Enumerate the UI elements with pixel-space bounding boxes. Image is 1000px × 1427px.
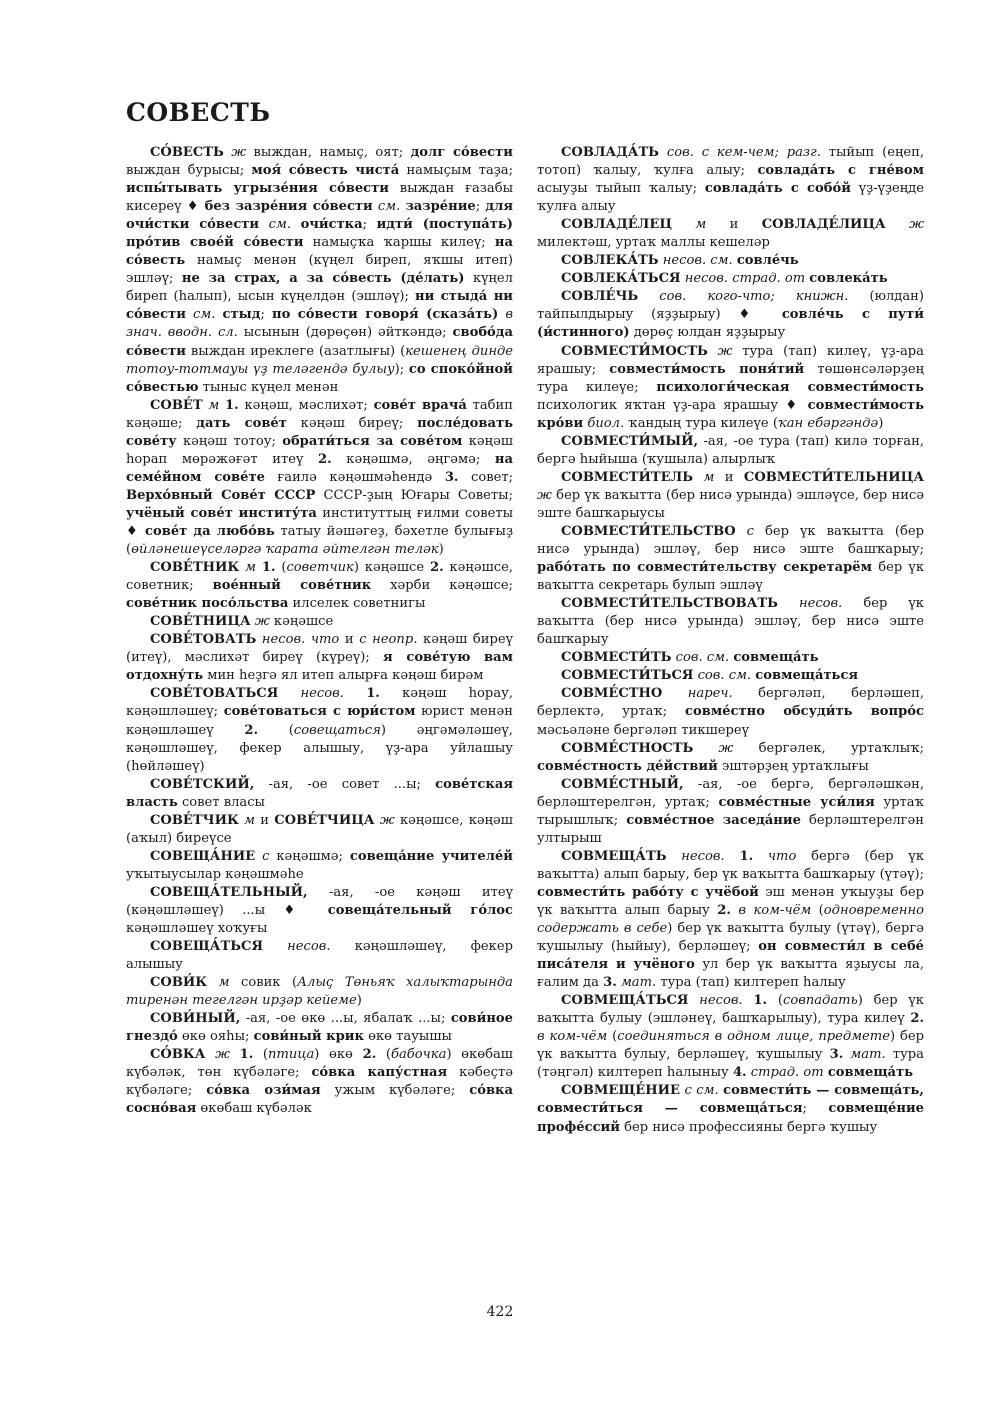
dictionary-entry: СОВЕ́ТОВАТЬ несов. что и с неопр. кәңәш биреү (итеү), мәслихәт биреү (күреү); я сове́тую вам отдохну́ть мин һеҙгә ял итеп алырға кәңәш бирәм — [126, 632, 513, 684]
dictionary-entry: СОВЛЕКА́ТЬСЯ несов. страд. от совлека́ть — [561, 271, 888, 287]
dictionary-entry: СОВЛАДА́ТЬ сов. с кем-чем; разг. тыйып (еңеп, тотоп) ҡалыу, ҡулға алыу; совлада́ть с гне́вом асыуҙы тыйып ҡалыу; совлада́ть с собо́й үҙ-үҙеңде ҡулға алыу — [537, 145, 925, 215]
dictionary-entry: СОВИ́К м совик (Алыҫ Төньяҡ халыҡтарында тиренән тегелгән ирҙәр кейеме) — [126, 975, 513, 1009]
dictionary-entry: СОВЕ́ТСКИЙ, -ая, -ое совет ...ы; сове́тская власть совет власы — [126, 776, 513, 810]
right-column — [537, 144, 924, 1137]
dictionary-entry: СОВЕ́Т м 1. кәңәш, мәслихәт; сове́т врача́ табип кәңәше; дать сове́т кәңәш биреү; после́довать сове́ту кәңәш тотоу; обрати́ться за сове́том кәңәш һорап мөрәжәғәт итеү 2. кәңәшмә, әңгәмә; на семе́йном сове́те ғаилә кәңәшмәһендә 3. совет; Верхо́вный Сове́т СССР СССР-ҙың Юғары Советы; учёный сове́т институ́та институттың ғилми советы ♦ сове́т да любо́вь татыу йәшәгеҙ, бәхетле булығыҙ (өйләнешеүселәргә ҡарата әйтелгән теләк) — [126, 397, 513, 558]
dictionary-entry: СОВЕЩА́НИЕ с кәңәшмә; совеща́ние учителе́й уҡытыусылар кәңәшмәһе — [126, 848, 514, 882]
dictionary-entry: СОВЕ́ТОВАТЬСЯ несов. 1. кәңәш һорау, кәңәшләшеү; сове́товаться с юри́стом юрист менән кәңәшләшеү 2. (совещаться) әңгәмәләшеү, кәңәшләшеү, фекер алышыу, үҙ-ара уйлашыу (һөйләшеү) — [126, 686, 513, 774]
dictionary-entry: СОВМЕСТИ́ТЕЛЬ м и СОВМЕСТИ́ТЕЛЬНИЦА ж бер үк ваҡытта (бер нисә урында) эшләүсе, бер нисә эште башҡарыусы — [537, 469, 924, 521]
dictionary-entry: СОВЛАДЕ́ЛЕЦ м и СОВЛАДЕ́ЛИЦА ж милектәш, уртаҡ маллы кешеләр — [537, 217, 924, 251]
dictionary-entry: СОВМЕ́СТНО нареч. бергәләп, берләшеп, берлектә, уртаҡ; совме́стно обсуди́ть вопро́с мәсьәләне бергәләп тикшереү — [537, 686, 924, 738]
dictionary-entry: СОВМЕСТИ́ТЬСЯ сов. см. совмеща́ться — [561, 668, 859, 684]
dictionary-entry: СОВМЕСТИ́ТЕЛЬСТВО с бер үк ваҡытта (бер нисә урында) эшләү, бер нисә эште башҡарыу; рабо́тать по совмести́тельству секретарём бер үк ваҡытта секретарь булып эшләү — [537, 523, 924, 594]
dictionary-entry: СОВМЕ́СТНОСТЬ ж бергәлек, уртаҡлыҡ; совме́стность де́йствий эштәрҙең уртаҡлығы — [537, 740, 924, 774]
dictionary-entry: СОВМЕ́СТНЫЙ, -ая, -ое бергә, бергәләшкән, берләштерелгән, уртаҡ; совме́стные уси́лия уртаҡ тырышлыҡ; совме́стное заседа́ние берләштерелгән ултырыш — [537, 776, 924, 846]
dictionary-entry: СОВМЕЩЕ́НИЕ с см. совмести́ть — совмеща́ть, совмести́ться — совмеща́ться; совмеще́ние профе́ссий бер нисә профессияны бергә ҡушыу — [537, 1083, 924, 1135]
dictionary-entry: СОВМЕСТИ́ТЬ сов. см. совмеща́ть — [561, 650, 819, 666]
dictionary-entry: СО́ВЕСТЬ ж выждан, намыҫ, оят; долг со́вести выждан бурысы; моя́ со́весть чиста́ намыҫым таҙа; испы́тывать угрызе́ния со́вести выждан ғазабы кисереү ♦ без зазре́ния со́вести см. зазре́ние; для очи́стки со́вести см. очи́стка; идти́ (поступа́ть) про́тив свое́й со́вести намыҫҡа ҡаршы килеү; на со́весть намыҫ менән (күңел биреп, яҡшы итеп) эшләү; не за страх, а за со́весть (де́лать) күңел биреп (һалып), ысын күңелдән (эшләү); ни стыда́ ни со́вести см. стыд; по со́вести говоря́ (сказа́ть) в знач. вводн. сл. ысынын (дөрөҫөн) әйткәндә; свобо́да со́вести выждан иреклеге (азатлығы) (кешенең динде тотоу-тотмауы үҙ теләгендә булыу); со споко́йной со́вестью тыныс күңел менән — [126, 145, 514, 395]
page-number: 422 — [486, 1304, 514, 1320]
dictionary-entry: СОВМЕСТИ́ТЕЛЬСТВОВАТЬ несов. бер үк ваҡытта (бер нисә урында) эшләү, бер нисә эште башҡарыу — [537, 596, 924, 648]
dictionary-entry: СОВЕ́ТНИЦА ж кәңәшсе — [150, 614, 334, 630]
dictionary-entry: СОВМЕЩА́ТЬ несов. 1. что бергә (бер үк ваҡытта) алып барыу, бер үк ваҡытта башҡарыу (үтәү); совмести́ть рабо́ту с учёбой эш менән уҡыуҙы бер үк ваҡытта алып барыу 2. в ком-чём (одновременно содержать в себе) бер үк ваҡытта булыу (үтәү), бергә ҡушылыу (һыйыу), берләшеү; он совмести́л в себе́ писа́теля и учёного ул бер үк ваҡытта яҙыусы ла, ғалим да 3. мат. тура (тап) килтереп һалыу — [537, 848, 925, 991]
running-header: СОВЕСТЬ — [126, 98, 271, 127]
dictionary-entry: СОВЕ́ТЧИК м и СОВЕ́ТЧИЦА ж кәңәшсе, кәңәш (аҡыл) биреүсе — [126, 812, 513, 846]
dictionary-entry: СОВЛЕКА́ТЬ несов. см. совле́чь — [561, 253, 799, 269]
left-column — [126, 144, 513, 1119]
dictionary-entry: СОВЕЩА́ТЕЛЬНЫЙ, -ая, -ое кәңәш итеү (кәңәшләшеү) ...ы ♦ совеща́тельный го́лос кәңәшләшеү хоҡуғы — [126, 884, 514, 937]
dictionary-entry: СОВМЕСТИ́МЫЙ, -ая, -ое тура (тап) килә торған, бергә һыйыша (ҡушыла) алырлыҡ — [537, 433, 924, 467]
dictionary-entry: СОВЕЩА́ТЬСЯ несов. кәңәшләшеү, фекер алышыу — [126, 939, 513, 973]
dictionary-entry: СОВИ́НЫЙ, -ая, -ое өкө ...ы, ябалаҡ ...ы; сови́ное гнездо́ өкө ояһы; сови́ный крик өкө тауышы — [126, 1011, 513, 1045]
dictionary-entry: СО́ВКА ж 1. (птица) өкө 2. (бабочка) өкөбаш күбәләк, төн күбәләге; со́вка капу́стная кәбеҫтә күбәләге; со́вка ози́мая ужым күбәләге; со́вка сосно́вая өкөбаш күбәләк — [126, 1047, 513, 1117]
dictionary-entry: СОВМЕЩА́ТЬСЯ несов. 1. (совпадать) бер үк ваҡытта булыу (эшләнеү, башҡарылыу), тура килеү 2. в ком-чём (соединяться в одном лице, предмете) бер үк ваҡытта булыу, берләшеү, ҡушылыу 3. мат. тура (тәңгәл) килтереп һалыныу 4. страд. от совмеща́ть — [537, 993, 924, 1081]
dictionary-entry: СОВЕ́ТНИК м 1. (советчик) кәңәшсе 2. кәңәшсе, советник; вое́нный сове́тник хәрби кәңәшсе; сове́тник посо́льства илселек советнигы — [126, 560, 513, 612]
dictionary-entry: СОВМЕСТИ́МОСТЬ ж тура (тап) килеү, үҙ-ара ярашыу; совмести́мость поня́тий төшөнсәләрҙең тура килеүе; психологи́ческая совмести́мость психологик яҡтан үҙ-ара ярашыу ♦ совмести́мость кро́ви биол. ҡандың тура килеүе (ҡан ебәргәндә) — [537, 343, 924, 431]
dictionary-entry: СОВЛЕ́ЧЬ сов. кого-что; книжн. (юлдан) тайпылдырыу (яҙҙырыу) ♦ совле́чь с пути́ (и́стинного) дөрөҫ юлдан яҙҙырыу — [537, 289, 925, 341]
